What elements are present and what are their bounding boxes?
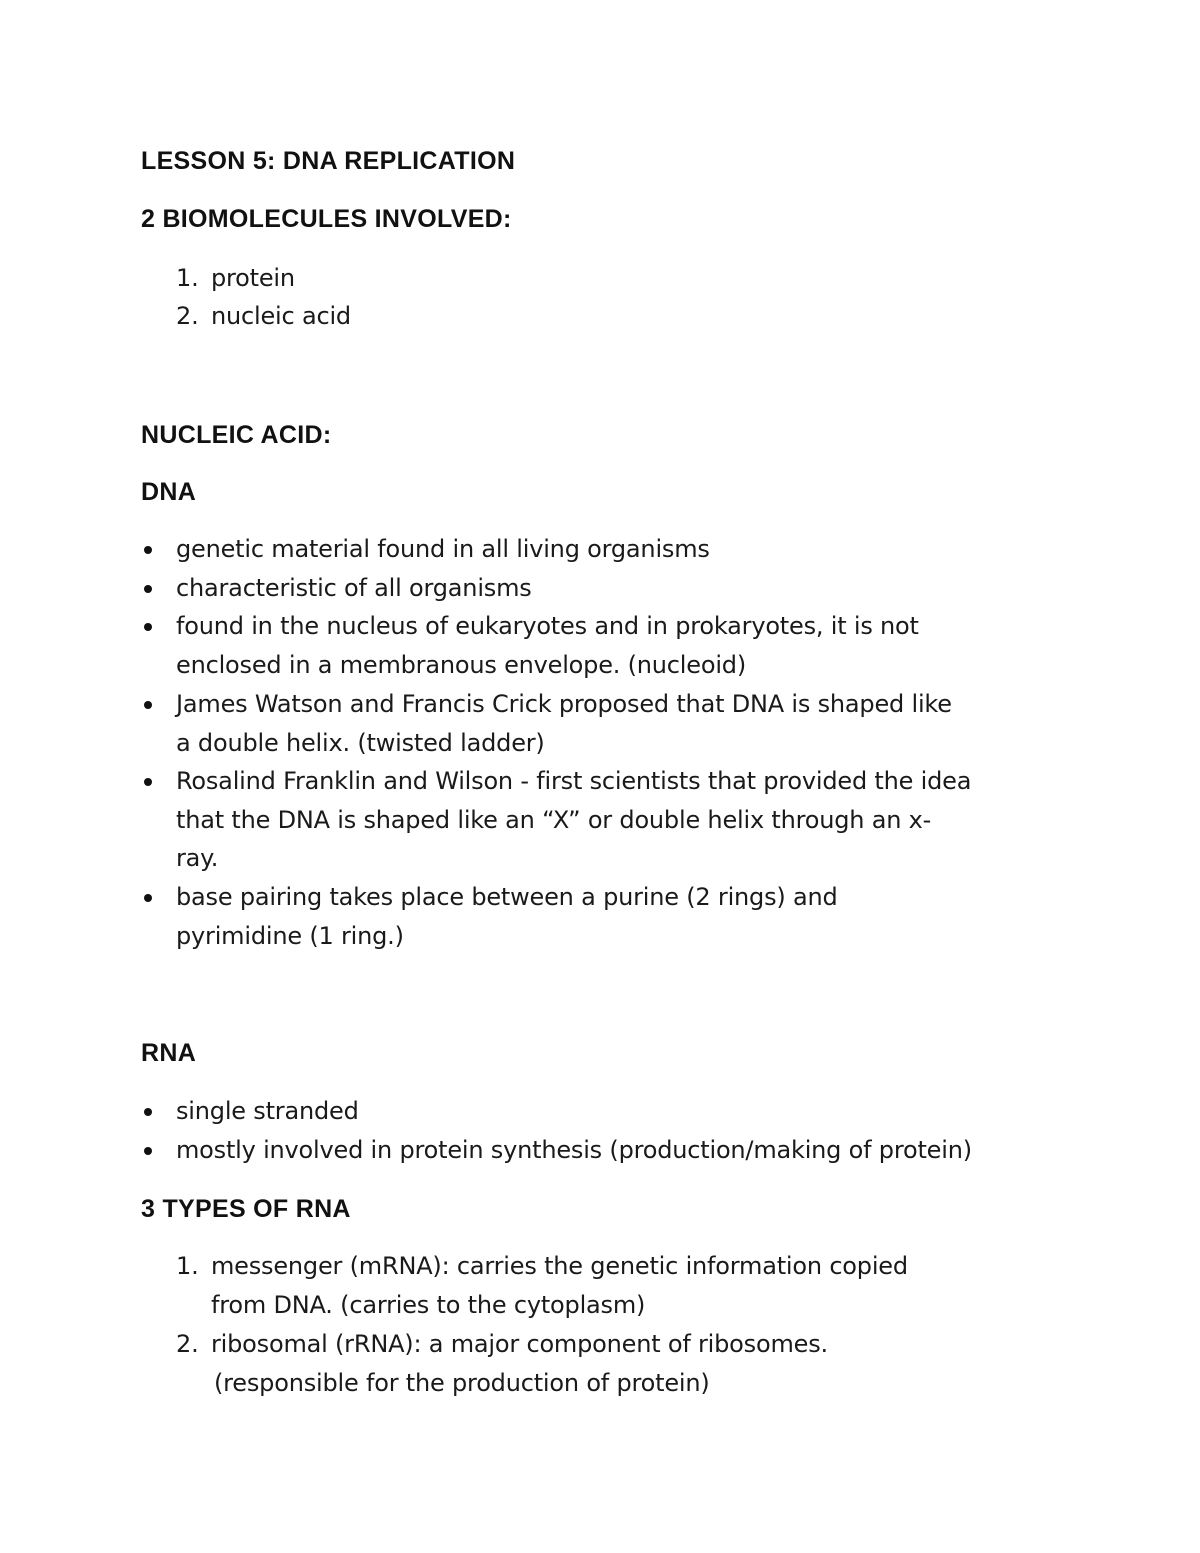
bullet-icon xyxy=(144,701,152,709)
bullet-text: single stranded xyxy=(176,1097,359,1125)
bullet-text: James Watson and Francis Crick proposed that DNA is shaped like xyxy=(176,690,952,718)
nucleic-acid-heading: NUCLEIC ACID: xyxy=(141,421,332,449)
list-item-text: nucleic acid xyxy=(211,302,351,330)
bullet-text: characteristic of all organisms xyxy=(176,574,532,602)
bullet-text: found in the nucleus of eukaryotes and in prokaryotes, it is not xyxy=(176,612,919,640)
bullet-text: Rosalind Franklin and Wilson - first scientists that provided the idea xyxy=(176,767,972,795)
bullet-text: that the DNA is shaped like an “X” or double helix through an x- xyxy=(176,806,932,834)
bullet-icon xyxy=(144,546,152,554)
list-number: 2. xyxy=(176,1330,199,1358)
bullet-icon xyxy=(144,1108,152,1116)
rna-heading: RNA xyxy=(141,1039,197,1067)
bullet-text: a double helix. (twisted ladder) xyxy=(176,729,545,757)
lesson-title: LESSON 5: DNA REPLICATION xyxy=(141,147,516,175)
bullet-text: enclosed in a membranous envelope. (nucleoid) xyxy=(176,651,746,679)
rna-types-heading: 3 TYPES OF RNA xyxy=(141,1195,351,1223)
list-number: 1. xyxy=(176,264,199,292)
dna-heading: DNA xyxy=(141,478,197,506)
list-item-text: protein xyxy=(211,264,295,292)
list-item-text: (responsible for the production of protein) xyxy=(214,1369,710,1397)
bullet-icon xyxy=(144,585,152,593)
bullet-text: ray. xyxy=(176,844,219,872)
bullet-icon xyxy=(144,1147,152,1155)
biomolecules-heading: 2 BIOMOLECULES INVOLVED: xyxy=(141,205,512,233)
bullet-icon xyxy=(144,778,152,786)
bullet-icon xyxy=(144,894,152,902)
bullet-text: genetic material found in all living organisms xyxy=(176,535,710,563)
list-item-text: messenger (mRNA): carries the genetic information copied xyxy=(211,1252,908,1280)
bullet-text: pyrimidine (1 ring.) xyxy=(176,922,404,950)
bullet-icon xyxy=(144,623,152,631)
list-item-text: ribosomal (rRNA): a major component of ribosomes. xyxy=(211,1330,828,1358)
list-number: 2. xyxy=(176,302,199,330)
list-number: 1. xyxy=(176,1252,199,1280)
bullet-text: mostly involved in protein synthesis (production/making of protein) xyxy=(176,1136,972,1164)
list-item-text: from DNA. (carries to the cytoplasm) xyxy=(211,1291,646,1319)
bullet-text: base pairing takes place between a purine (2 rings) and xyxy=(176,883,838,911)
